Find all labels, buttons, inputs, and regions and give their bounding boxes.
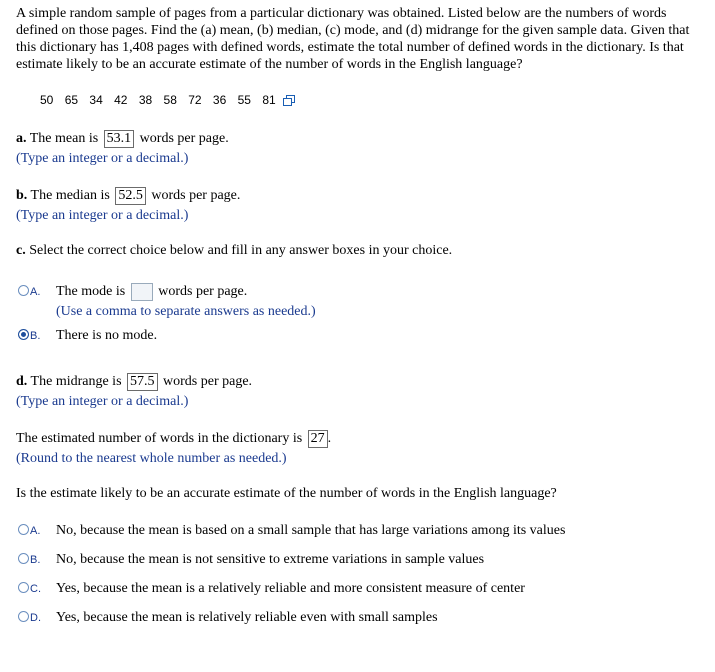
part-a-label: a. bbox=[16, 131, 27, 147]
part-d-row bbox=[16, 373, 252, 391]
accuracy-choice-b-radio[interactable] bbox=[18, 553, 29, 564]
midrange-answer-box[interactable]: 57.5 bbox=[127, 373, 158, 391]
mode-choice-b-letter: B. bbox=[30, 330, 41, 342]
part-c-row bbox=[16, 242, 452, 259]
data-value: 55 bbox=[237, 93, 251, 107]
data-values bbox=[40, 93, 303, 107]
accuracy-choice-b-text: No, because the mean is not sensitive to extreme variations in sample values bbox=[56, 552, 485, 567]
mode-choice-b[interactable] bbox=[18, 327, 418, 345]
part-b-row bbox=[16, 187, 240, 205]
accuracy-choice-d-letter: D. bbox=[30, 612, 41, 624]
accuracy-choice-a-letter: A. bbox=[30, 525, 41, 537]
part-b-label: b. bbox=[16, 188, 28, 204]
part-a-row bbox=[16, 130, 229, 148]
part-a-unit: words per page. bbox=[139, 131, 229, 147]
part-d-text: The midrange is bbox=[30, 374, 122, 390]
part-b-unit: words per page. bbox=[151, 188, 241, 204]
mode-choice-a-text: The mode is bbox=[56, 284, 126, 300]
accuracy-choice-c-letter: C. bbox=[30, 583, 41, 595]
data-value: 42 bbox=[114, 93, 128, 107]
accuracy-choice-a-text: No, because the mean is based on a small sample that has large variations among its values bbox=[56, 523, 566, 538]
accuracy-choice-b-letter: B. bbox=[30, 554, 41, 566]
data-value: 38 bbox=[138, 93, 153, 107]
part-a-text: The mean is bbox=[29, 131, 99, 147]
part-a-hint: (Type an integer or a decimal.) bbox=[16, 151, 189, 166]
mode-choice-b-radio[interactable] bbox=[18, 329, 29, 340]
data-value: 36 bbox=[212, 93, 227, 107]
accuracy-choice-c-radio[interactable] bbox=[18, 582, 29, 593]
part-c-label: c. bbox=[16, 243, 26, 258]
part-b-hint: (Type an integer or a decimal.) bbox=[16, 208, 189, 223]
estimate-period: . bbox=[327, 431, 332, 447]
mode-choice-a-letter: A. bbox=[30, 286, 41, 298]
accuracy-choice-a-radio[interactable] bbox=[18, 524, 29, 535]
mean-answer-box[interactable]: 53.1 bbox=[104, 130, 135, 148]
part-b-text: The median is bbox=[30, 188, 110, 204]
accuracy-choice-d[interactable] bbox=[18, 609, 638, 627]
accuracy-question: Is the estimate likely to be an accurate estimate of the number of words in the English language? bbox=[16, 486, 557, 501]
accuracy-choice-d-text: Yes, because the mean is relatively reliable even with small samples bbox=[56, 610, 438, 625]
part-c-text: Select the correct choice below and fill in any answer boxes in your choice. bbox=[29, 243, 453, 258]
part-d-hint: (Type an integer or a decimal.) bbox=[16, 394, 189, 409]
estimate-text: The estimated number of words in the dictionary is bbox=[16, 431, 303, 447]
accuracy-choice-c[interactable] bbox=[18, 580, 638, 598]
mode-choice-b-text: There is no mode. bbox=[56, 328, 158, 343]
part-d-label: d. bbox=[16, 374, 28, 390]
median-answer-box[interactable]: 52.5 bbox=[115, 187, 146, 205]
part-d-unit: words per page. bbox=[163, 374, 253, 390]
data-value: 50 bbox=[40, 93, 54, 107]
accuracy-choice-a[interactable] bbox=[18, 522, 638, 540]
accuracy-choice-b[interactable] bbox=[18, 551, 638, 569]
estimate-row bbox=[16, 430, 331, 448]
mode-choice-a-radio[interactable] bbox=[18, 285, 29, 296]
data-value: 72 bbox=[188, 93, 202, 107]
mode-choice-a[interactable] bbox=[18, 283, 418, 303]
copy-data-icon[interactable] bbox=[283, 95, 295, 105]
data-value: 34 bbox=[89, 93, 103, 107]
data-value: 58 bbox=[163, 93, 177, 107]
mode-choice-a-hint: (Use a comma to separate answers as needed.) bbox=[56, 304, 316, 319]
accuracy-choice-d-radio[interactable] bbox=[18, 611, 29, 622]
estimate-hint: (Round to the nearest whole number as needed.) bbox=[16, 451, 287, 466]
mode-choice-a-unit: words per page. bbox=[158, 284, 248, 300]
question-prompt: A simple random sample of pages from a particular dictionary was obtained. Listed below are the numbers of words defined on those pages. Find the (a) mean, (b) median, (c) mode, and (d) midrange for the given sample data. Given that this dictionary has 1,408 pages with defined words, estimate the total number of defined words in the dictionary. Is that estimate likely to be an accurate estimate of the number of words in the English language? bbox=[16, 6, 690, 72]
estimate-answer-box[interactable]: 27 bbox=[308, 430, 328, 448]
data-value: 81 bbox=[262, 93, 276, 107]
accuracy-choice-c-text: Yes, because the mean is a relatively reliable and more consistent measure of center bbox=[56, 581, 525, 596]
data-value: 65 bbox=[64, 93, 79, 107]
mode-answer-box[interactable] bbox=[131, 283, 153, 301]
